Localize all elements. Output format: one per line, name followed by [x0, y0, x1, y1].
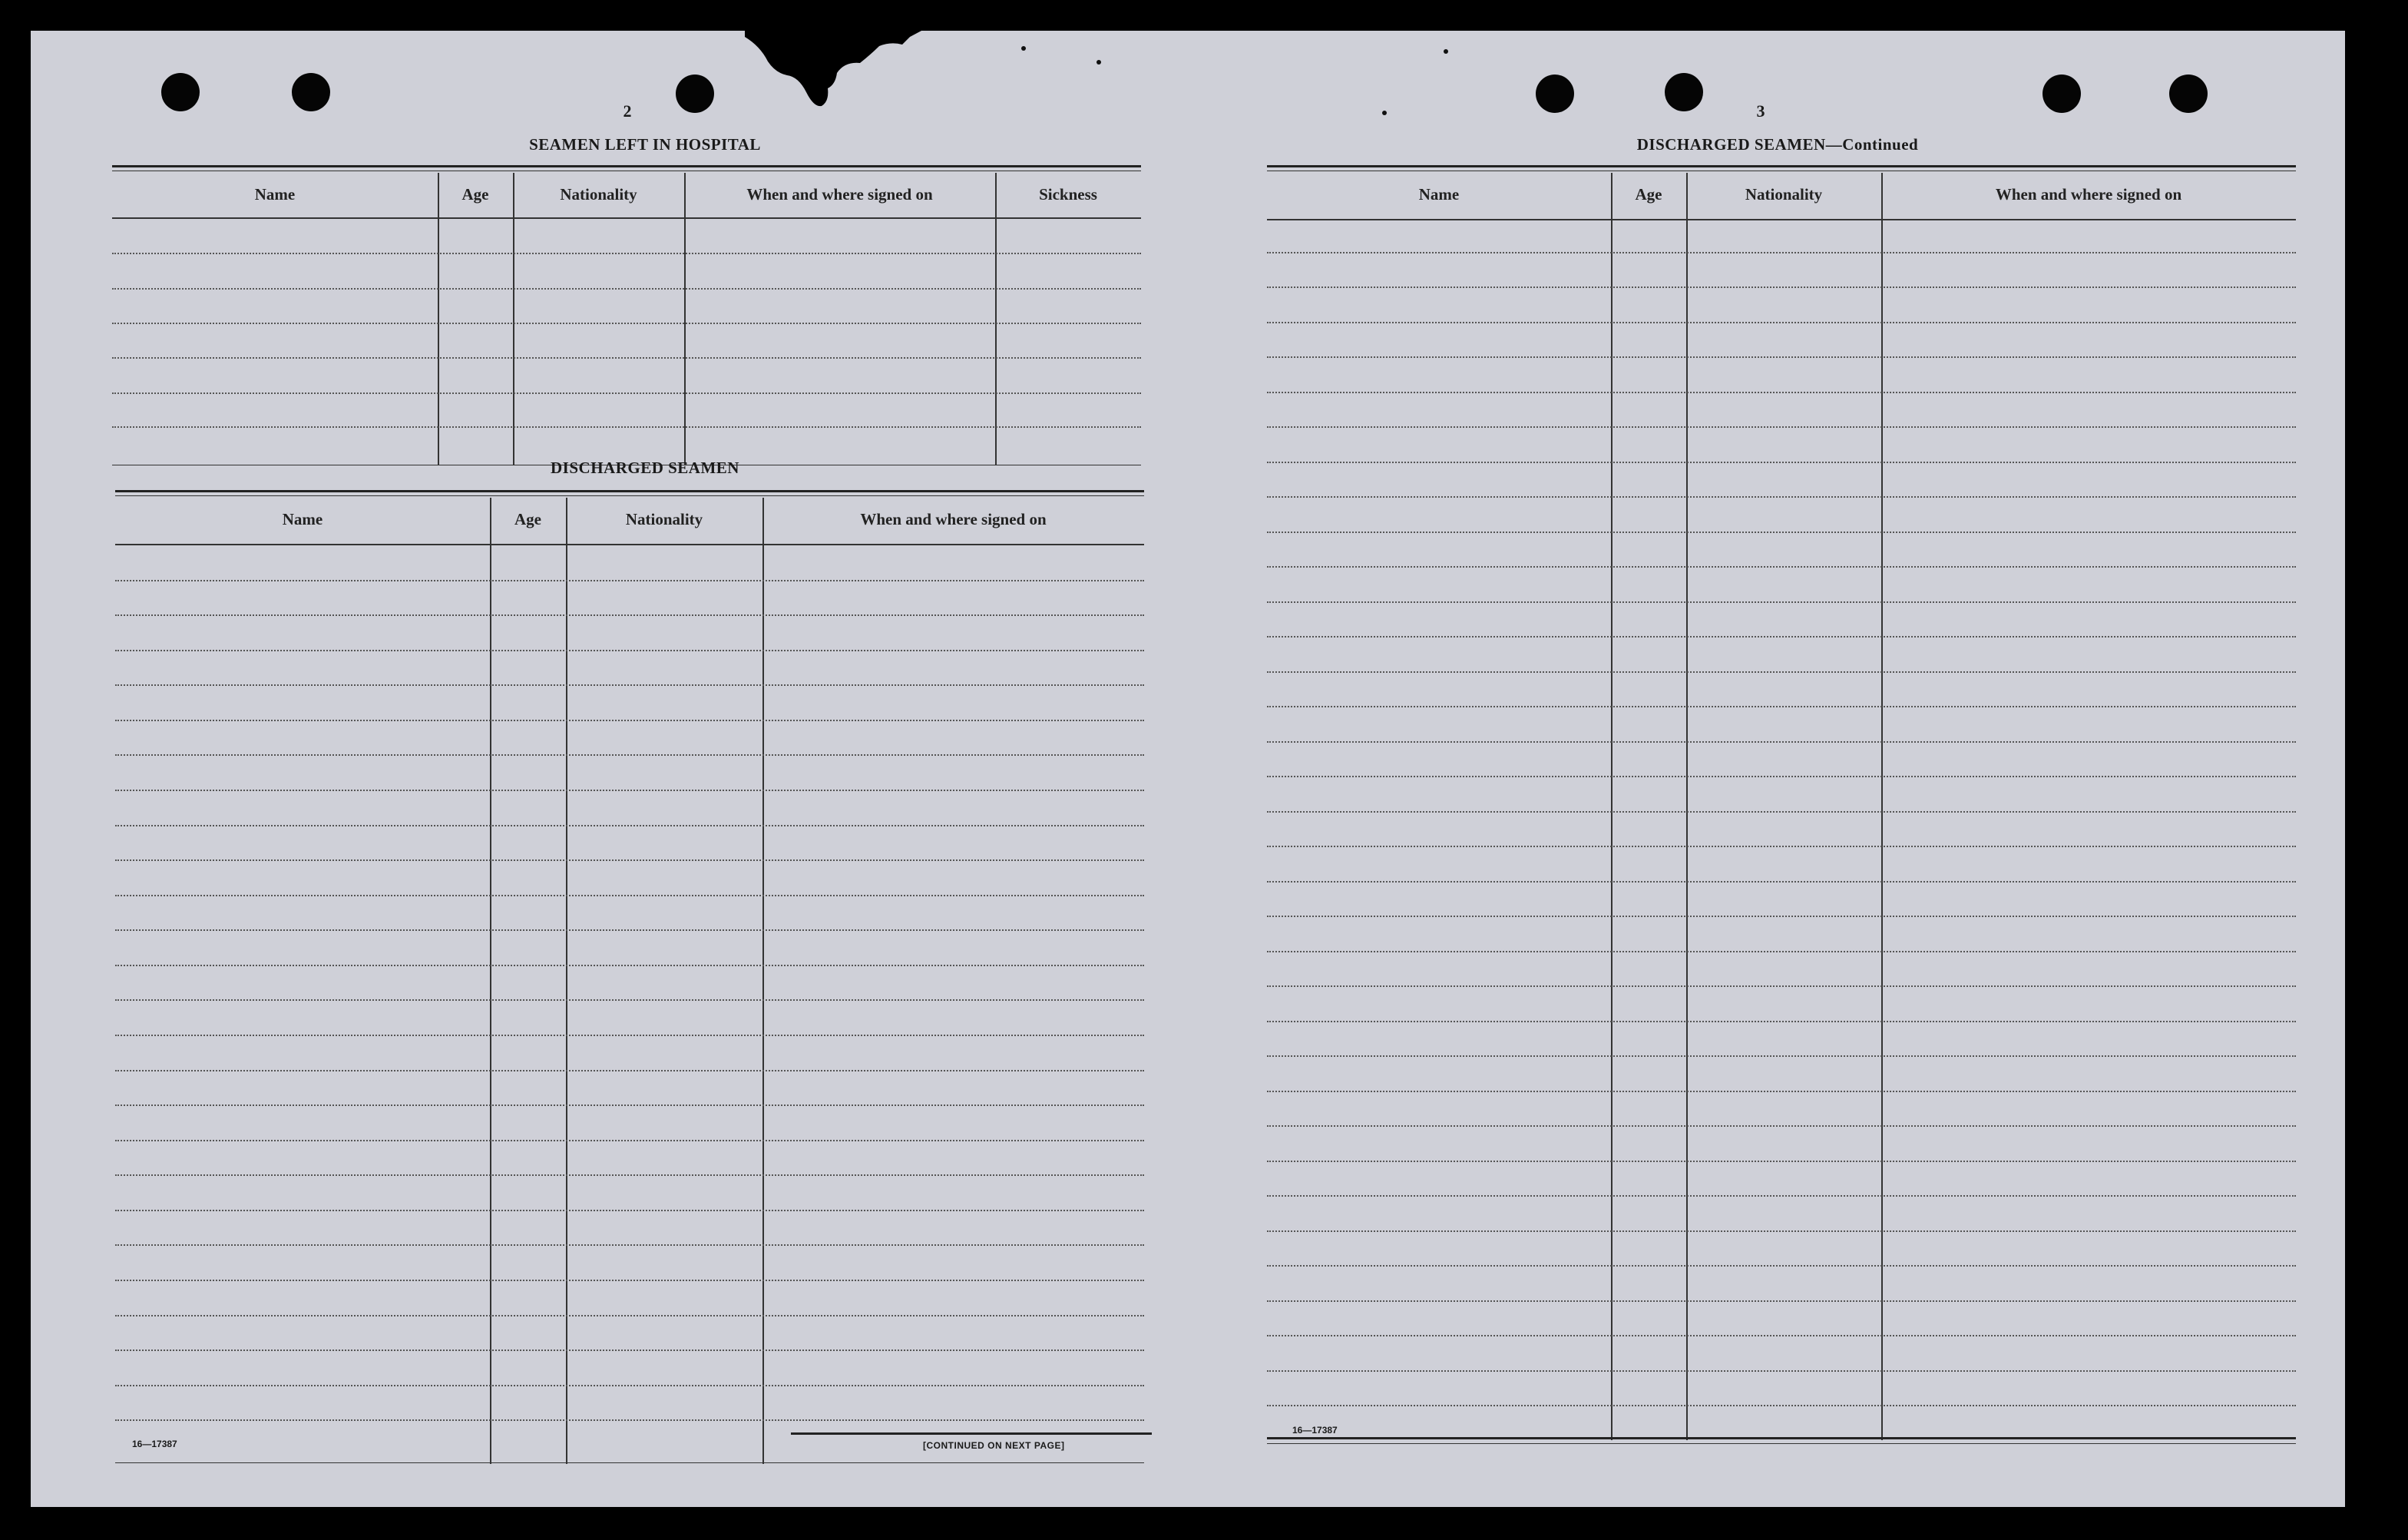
page-number-right: 3 — [1756, 101, 1765, 121]
hospital-section-title: SEAMEN LEFT IN HOSPITAL — [529, 135, 761, 154]
bottom-rule-left — [791, 1432, 1152, 1435]
punch-hole — [2043, 75, 2081, 113]
page-number-left: 2 — [623, 101, 632, 121]
discharged-section-title: DISCHARGED SEAMEN — [551, 459, 739, 477]
right-col-nationality: Nationality — [1745, 185, 1823, 204]
hospital-table — [112, 165, 1141, 472]
ink-speck — [1021, 46, 1026, 51]
ink-speck — [1444, 49, 1448, 54]
hospital-col-sickness: Sickness — [1039, 185, 1097, 204]
discharged-col-name: Name — [282, 510, 323, 528]
discharged-col-age: Age — [514, 510, 541, 528]
punch-hole — [161, 73, 200, 111]
hospital-col-signed-on: When and where signed on — [746, 185, 933, 204]
discharged-table-right — [1267, 165, 2296, 1449]
right-col-age: Age — [1635, 185, 1662, 204]
discharged-col-signed-on: When and where signed on — [860, 510, 1047, 528]
ink-speck — [1096, 60, 1101, 65]
torn-edge-mark — [745, 31, 921, 115]
right-col-name: Name — [1418, 185, 1460, 204]
form-code-left: 16—17387 — [132, 1439, 177, 1449]
continued-note: [CONTINUED ON NEXT PAGE] — [923, 1440, 1065, 1451]
document-sheet — [31, 31, 2345, 1507]
discharged-col-nationality: Nationality — [625, 510, 703, 528]
punch-hole — [2169, 75, 2208, 113]
discharged-continued-title-main: DISCHARGED SEAMEN — [1636, 135, 1826, 154]
hospital-col-name: Name — [254, 185, 296, 204]
punch-hole — [292, 73, 330, 111]
form-code-right: 16—17387 — [1292, 1425, 1338, 1436]
discharged-table-left — [115, 490, 1144, 1465]
punch-hole — [676, 75, 714, 113]
punch-hole — [1665, 73, 1703, 111]
ink-speck — [1382, 111, 1387, 115]
discharged-continued-title — [1517, 135, 2039, 154]
discharged-continued-suffix: —Continued — [1825, 135, 1919, 154]
right-col-signed-on: When and where signed on — [1995, 185, 2182, 204]
hospital-col-nationality: Nationality — [560, 185, 637, 204]
hospital-col-age: Age — [461, 185, 489, 204]
punch-hole — [1536, 75, 1574, 113]
